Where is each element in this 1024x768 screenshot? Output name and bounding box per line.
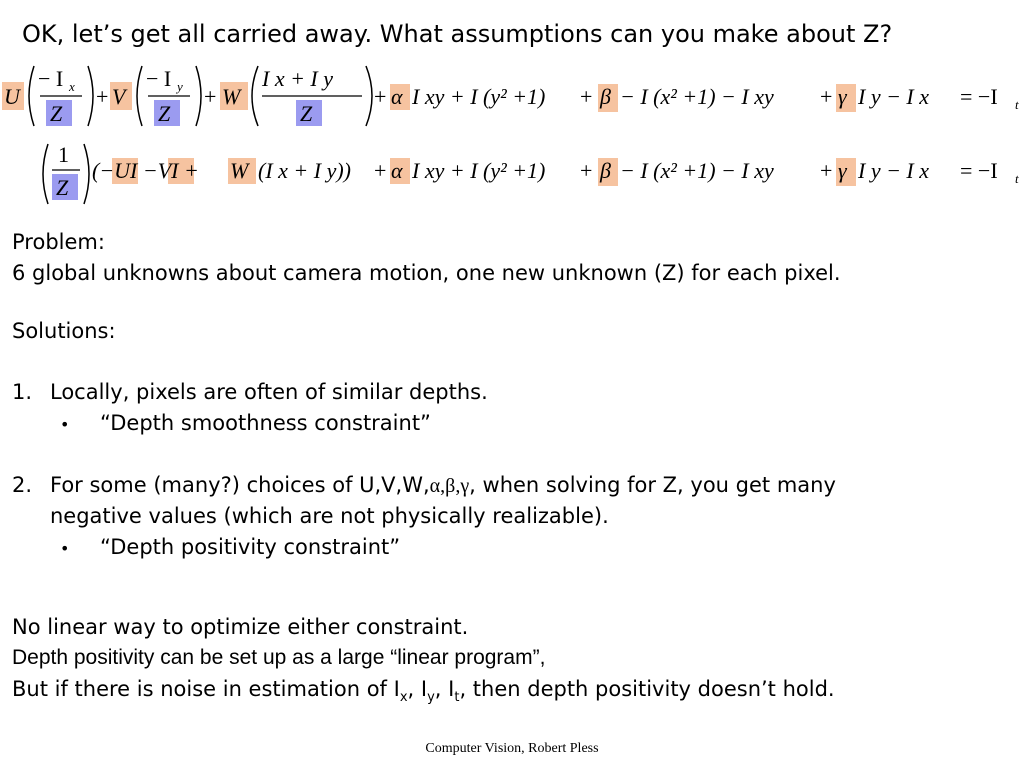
inner-term: (−UI −VI + [92, 158, 199, 183]
solution-text-2-line2: negative values (which are not physically realizable). [50, 504, 609, 528]
problem-text: 6 global unknowns about camera motion, one new unknown (Z) for each pixel. [12, 261, 841, 285]
solution-text-2b: , when solving for Z, you get many [469, 473, 836, 497]
solution-item-2 [12, 473, 836, 498]
beta-symbol-2: β [600, 158, 611, 183]
plus-7: + [580, 158, 593, 183]
conclusion-line-2: Depth positivity can be set up as a large “linear program”, [12, 646, 546, 669]
beta-term: − I (x² +1) − I xy [620, 84, 774, 109]
var-z-2: Z [158, 101, 171, 126]
paren-right-1 [88, 66, 93, 126]
beta-symbol: β [600, 84, 611, 109]
gamma-symbol: γ [838, 84, 847, 109]
plus-5: + [820, 84, 833, 109]
footer: Computer Vision, Robert Pless [425, 741, 599, 756]
paren-right-4 [84, 144, 89, 204]
paren-left-4 [43, 144, 48, 204]
minus-ix: − I [38, 66, 64, 91]
solution-item-1 [12, 380, 488, 404]
plus-8: + [820, 158, 833, 183]
sub-x-1: x [69, 79, 75, 94]
conclusion-line-3 [12, 677, 835, 705]
plus-2: + [204, 84, 217, 109]
var-z-4: Z [56, 175, 69, 200]
var-v: V [112, 84, 126, 109]
alpha-term-2: I xy + I (y² +1) [412, 158, 546, 183]
conclusion-line-3-part4: , then depth positivity doesn’t hold. [459, 677, 835, 701]
solution-text-2a: For some (many?) choices of U,V,W, [50, 473, 430, 497]
conclusion-line-3-part2: , I [407, 677, 428, 701]
sub-t-1: t [1015, 97, 1019, 112]
bullet-icon: • [60, 415, 70, 434]
problem-heading: Problem: [12, 230, 105, 254]
sub-t-text: t [454, 690, 460, 706]
var-w: W [222, 84, 241, 109]
solution-text-1: Locally, pixels are often of similar depths. [50, 380, 488, 404]
plus-4: + [580, 84, 593, 109]
slide-title: OK, let’s get all carried away. What assumptions can you make about Z? [22, 20, 893, 48]
beta-term-2: − I (x² +1) − I xy [620, 158, 774, 183]
solution-number-2: 2. [12, 473, 33, 497]
conclusion-line-3-part3: , I [434, 677, 455, 701]
plus-3: + [374, 84, 387, 109]
solution-bullet-1 [60, 411, 431, 435]
rhs-2: = −I [960, 158, 998, 183]
solution-number-1: 1. [12, 380, 33, 404]
alpha-symbol: α [391, 84, 403, 109]
solutions-heading: Solutions: [12, 319, 116, 343]
plus-6: + [374, 158, 387, 183]
paren-left-1 [29, 66, 34, 126]
equation-1 [0, 60, 1024, 130]
alpha-term: I xy + I (y² +1) [412, 84, 546, 109]
sub-y-text: y [427, 690, 435, 706]
equation-2 [0, 140, 1024, 208]
conclusion-line-1: No linear way to optimize either constraint. [12, 615, 469, 639]
minus-iy: − I [146, 66, 172, 91]
gamma-term: I y − I x [858, 84, 930, 109]
solution-bullet-2 [60, 535, 400, 559]
greek-symbols: α,β,γ [429, 475, 470, 497]
var-u: U [4, 84, 20, 109]
var-z-3: Z [300, 101, 313, 126]
paren-left-3 [252, 66, 258, 126]
bullet-text-1: “Depth smoothness constraint” [100, 411, 431, 435]
sub-y-1: y [177, 79, 183, 94]
var-z-1: Z [50, 101, 63, 126]
conclusion-line-3-part1: But if there is noise in estimation of I [12, 677, 400, 701]
paren-right-2 [196, 66, 201, 126]
rhs-1: = −I [960, 84, 998, 109]
sub-t-2: t [1015, 171, 1019, 186]
bullet-text-2: “Depth positivity constraint” [100, 535, 401, 559]
alpha-symbol-2: α [391, 158, 403, 183]
paren-right-3 [366, 66, 372, 126]
gamma-symbol-2: γ [838, 158, 847, 183]
w-term: (I x + I y)) [258, 158, 352, 183]
paren-left-2 [137, 66, 142, 126]
one: 1 [58, 142, 69, 167]
ix-x-plus-iy-y: I x + I y [262, 66, 334, 91]
bullet-icon: • [60, 539, 70, 558]
sub-x-text: x [399, 690, 408, 706]
gamma-term-2: I y − I x [858, 158, 930, 183]
var-w-2: W [230, 158, 249, 183]
plus-1: + [96, 84, 109, 109]
